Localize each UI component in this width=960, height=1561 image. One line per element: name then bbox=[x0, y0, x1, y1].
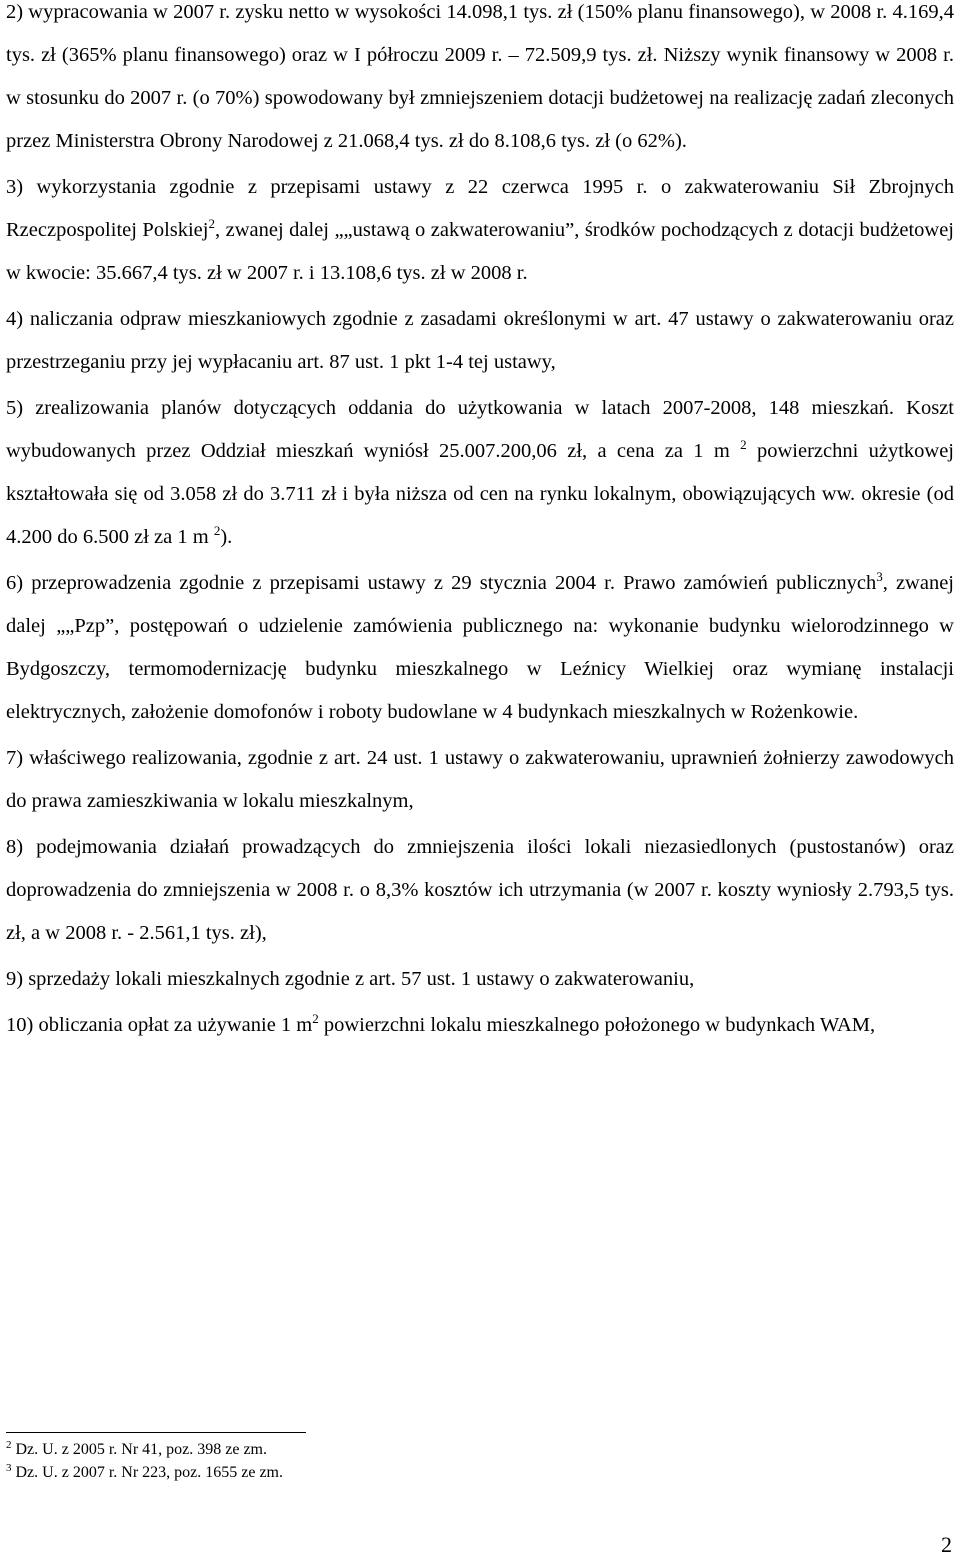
paragraph-5-text-b: powierzchni użytkowej kształtowała się od 3.058 zł do 3.711 zł i była niższa od cen na rynku lokalnym, obowiązujących ww. okresie (od 4.200 do 6.500 zł za 1 m bbox=[6, 440, 955, 548]
footnote-ref-3: 3 bbox=[876, 569, 883, 584]
paragraph-9 bbox=[6, 958, 954, 1001]
paragraph-6 bbox=[6, 562, 954, 734]
paragraph-10-text-a: 10) obliczania opłat za używanie 1 m bbox=[6, 1014, 313, 1036]
paragraph-2 bbox=[6, 0, 954, 163]
paragraph-2-text: 2) wypracowania w 2007 r. zysku netto w wysokości 14.098,1 tys. zł (150% planu finansowego), w 2008 r. 4.169,4 tys. zł (365% planu finansowego) oraz w I półroczu 2009 r. – 72.509,9 tys. zł. Niższy wynik finansowy w 2008 r. w stosunku do 2007 r. (o 70%) spowodowany był zmniejszeniem dotacji budżetowej na realizację zadań zleconych przez Ministerstra Obrony Narodowej z 21.068,4 tys. zł do 8.108,6 tys. zł (o 62%). bbox=[6, 1, 954, 152]
paragraph-5-text-a: 5) zrealizowania planów dotyczących oddania do użytkowania w latach 2007-2008, 148 mieszkań. Koszt wybudowanych przez Oddział mieszkań wyniósł 25.007.200,06 zł, a cena za 1 m bbox=[6, 397, 954, 462]
paragraph-3 bbox=[6, 166, 954, 295]
paragraph-8 bbox=[6, 826, 954, 955]
paragraph-4 bbox=[6, 298, 954, 384]
footnote-separator bbox=[6, 1432, 306, 1433]
footnote-2 bbox=[6, 1438, 606, 1461]
footnote-ref-2: 2 bbox=[208, 216, 215, 231]
footnote-3 bbox=[6, 1461, 606, 1484]
paragraph-4-text: 4) naliczania odpraw mieszkaniowych zgodnie z zasadami określonymi w art. 47 ustawy o zakwaterowaniu oraz przestrzeganiu przy jej wypłacaniu art. 87 ust. 1 pkt 1-4 tej ustawy, bbox=[6, 308, 954, 373]
footnote-marker: 2 bbox=[6, 1439, 12, 1451]
footnote-text: Dz. U. z 2007 r. Nr 223, poz. 1655 ze zm. bbox=[11, 1464, 283, 1481]
paragraph-5-text-c: ). bbox=[220, 526, 233, 548]
footnote-text: Dz. U. z 2005 r. Nr 41, poz. 398 ze zm. bbox=[11, 1441, 267, 1458]
paragraph-5 bbox=[6, 387, 954, 559]
document-body bbox=[6, 0, 954, 1047]
footnote-marker: 3 bbox=[6, 1462, 12, 1474]
paragraph-7-text: 7) właściwego realizowania, zgodnie z art. 24 ust. 1 ustawy o zakwaterowaniu, uprawnień żołnierzy zawodowych do prawa zamieszkiwania w lokalu mieszkalnym, bbox=[6, 747, 954, 812]
superscript-square-3: 2 bbox=[312, 1011, 319, 1026]
paragraph-6-text-a: 6) przeprowadzenia zgodnie z przepisami ustawy z 29 stycznia 2004 r. Prawo zamówień publicznych bbox=[6, 572, 877, 594]
page-number: 2 bbox=[941, 1532, 952, 1557]
paragraph-8-text: 8) podejmowania działań prowadzących do zmniejszenia ilości lokali niezasiedlonych (pustostanów) oraz doprowadzenia do zmniejszenia w 2008 r. o 8,3% kosztów ich utrzymania (w 2007 r. koszty wyniosły 2.793,5 tys. zł, a w 2008 r. - 2.561,1 tys. zł), bbox=[6, 836, 954, 944]
superscript-square-1: 2 bbox=[740, 437, 747, 452]
paragraph-3-text-b: , zwanej dalej „„ustawą o zakwaterowaniu”, środków pochodzących z dotacji budżetowej w kwocie: 35.667,4 tys. zł w 2007 r. i 13.108,6 tys. zł w 2008 r. bbox=[6, 219, 954, 284]
paragraph-3-text-a: 3) wykorzystania zgodnie z przepisami ustawy z 22 czerwca 1995 r. o zakwaterowaniu Sił Zbrojnych Rzeczpospolitej Polskiej bbox=[6, 176, 954, 241]
footnotes bbox=[6, 1438, 606, 1484]
paragraph-7 bbox=[6, 737, 954, 823]
paragraph-10-text-b: powierzchni lokalu mieszkalnego położonego w budynkach WAM, bbox=[318, 1014, 876, 1036]
paragraph-9-text: 9) sprzedaży lokali mieszkalnych zgodnie z art. 57 ust. 1 ustawy o zakwaterowaniu, bbox=[6, 968, 695, 990]
paragraph-6-text-b: , zwanej dalej „„Pzp”, postępowań o udzielenie zamówienia publicznego na: wykonanie budynku wielorodzinnego w Bydgoszczy, termomodernizację budynku mieszkalnego w Leźnicy Wielkiej oraz wymianę instalacji elektrycznych, założenie domofonów i roboty budowlane w 4 budynkach mieszkalnych w Rożenkowie. bbox=[6, 572, 955, 723]
superscript-square-2: 2 bbox=[213, 523, 221, 538]
paragraph-10 bbox=[6, 1004, 954, 1047]
